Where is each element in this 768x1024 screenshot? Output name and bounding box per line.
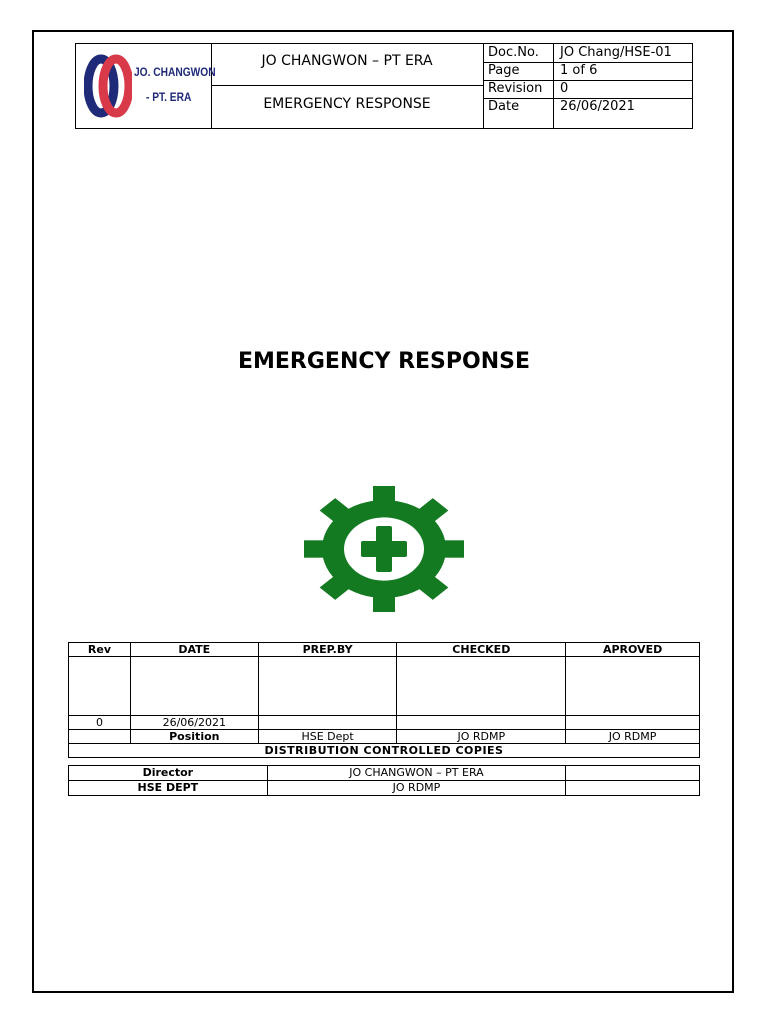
meta-key: Date [488,99,520,114]
col-header-rev: Rev [69,643,131,657]
meta-key: Page [488,63,520,78]
page-title: EMERGENCY RESPONSE [237,349,531,374]
signature-row [69,657,700,716]
distribution-table [68,765,700,796]
meta-key: Doc.No. [488,45,539,60]
table-row [69,766,700,781]
distribution-holder: JO CHANGWON – PT ERA [267,766,566,781]
logo-mark-icon [84,50,132,122]
safety-gear-cross-icon [304,486,464,612]
distribution-role: Director [69,766,268,781]
document-header [75,43,693,129]
position-row [69,730,700,744]
meta-key: Revision [488,81,543,96]
logo-text-line1: JO. CHANGWON [134,65,216,79]
table-row [69,781,700,796]
meta-value: JO Chang/HSE-01 [560,45,672,60]
signature-cell [130,657,258,716]
signature-cell [397,657,566,716]
meta-value: 0 [560,81,569,96]
position-prep: HSE Dept [258,730,397,744]
meta-row-revision [483,80,692,98]
header-title-block [211,44,484,128]
logo-text-line2: - PT. ERA [146,90,192,104]
position-checked: JO RDMP [397,730,566,744]
company-name: JO CHANGWON – PT ERA [261,53,433,69]
company-logo [76,44,216,128]
revision-table [68,642,700,758]
doc-meta-block [483,44,692,128]
meta-row-page [483,62,692,80]
table-header-row [69,643,700,657]
distribution-title: DISTRIBUTION CONTROLLED COPIES [69,744,700,758]
distribution-title-row [69,744,700,758]
distribution-holder: JO RDMP [267,781,566,796]
signature-cell [566,657,700,716]
signature-cell [258,657,397,716]
col-header-checked: CHECKED [397,643,566,657]
header-doc-title: EMERGENCY RESPONSE [263,96,431,112]
rev-value: 0 [69,716,131,730]
meta-row-date [483,98,692,116]
signature-cell [69,657,131,716]
position-approved: JO RDMP [566,730,700,744]
col-header-date: DATE [130,643,258,657]
meta-value: 1 of 6 [560,63,598,78]
rev-date: 26/06/2021 [130,716,258,730]
position-label: Position [130,730,258,744]
meta-value: 26/06/2021 [560,99,635,114]
distribution-role: HSE DEPT [69,781,268,796]
col-header-approved: APROVED [566,643,700,657]
col-header-prep: PREP.BY [258,643,397,657]
table-row [69,716,700,730]
meta-row-docno [483,44,692,62]
